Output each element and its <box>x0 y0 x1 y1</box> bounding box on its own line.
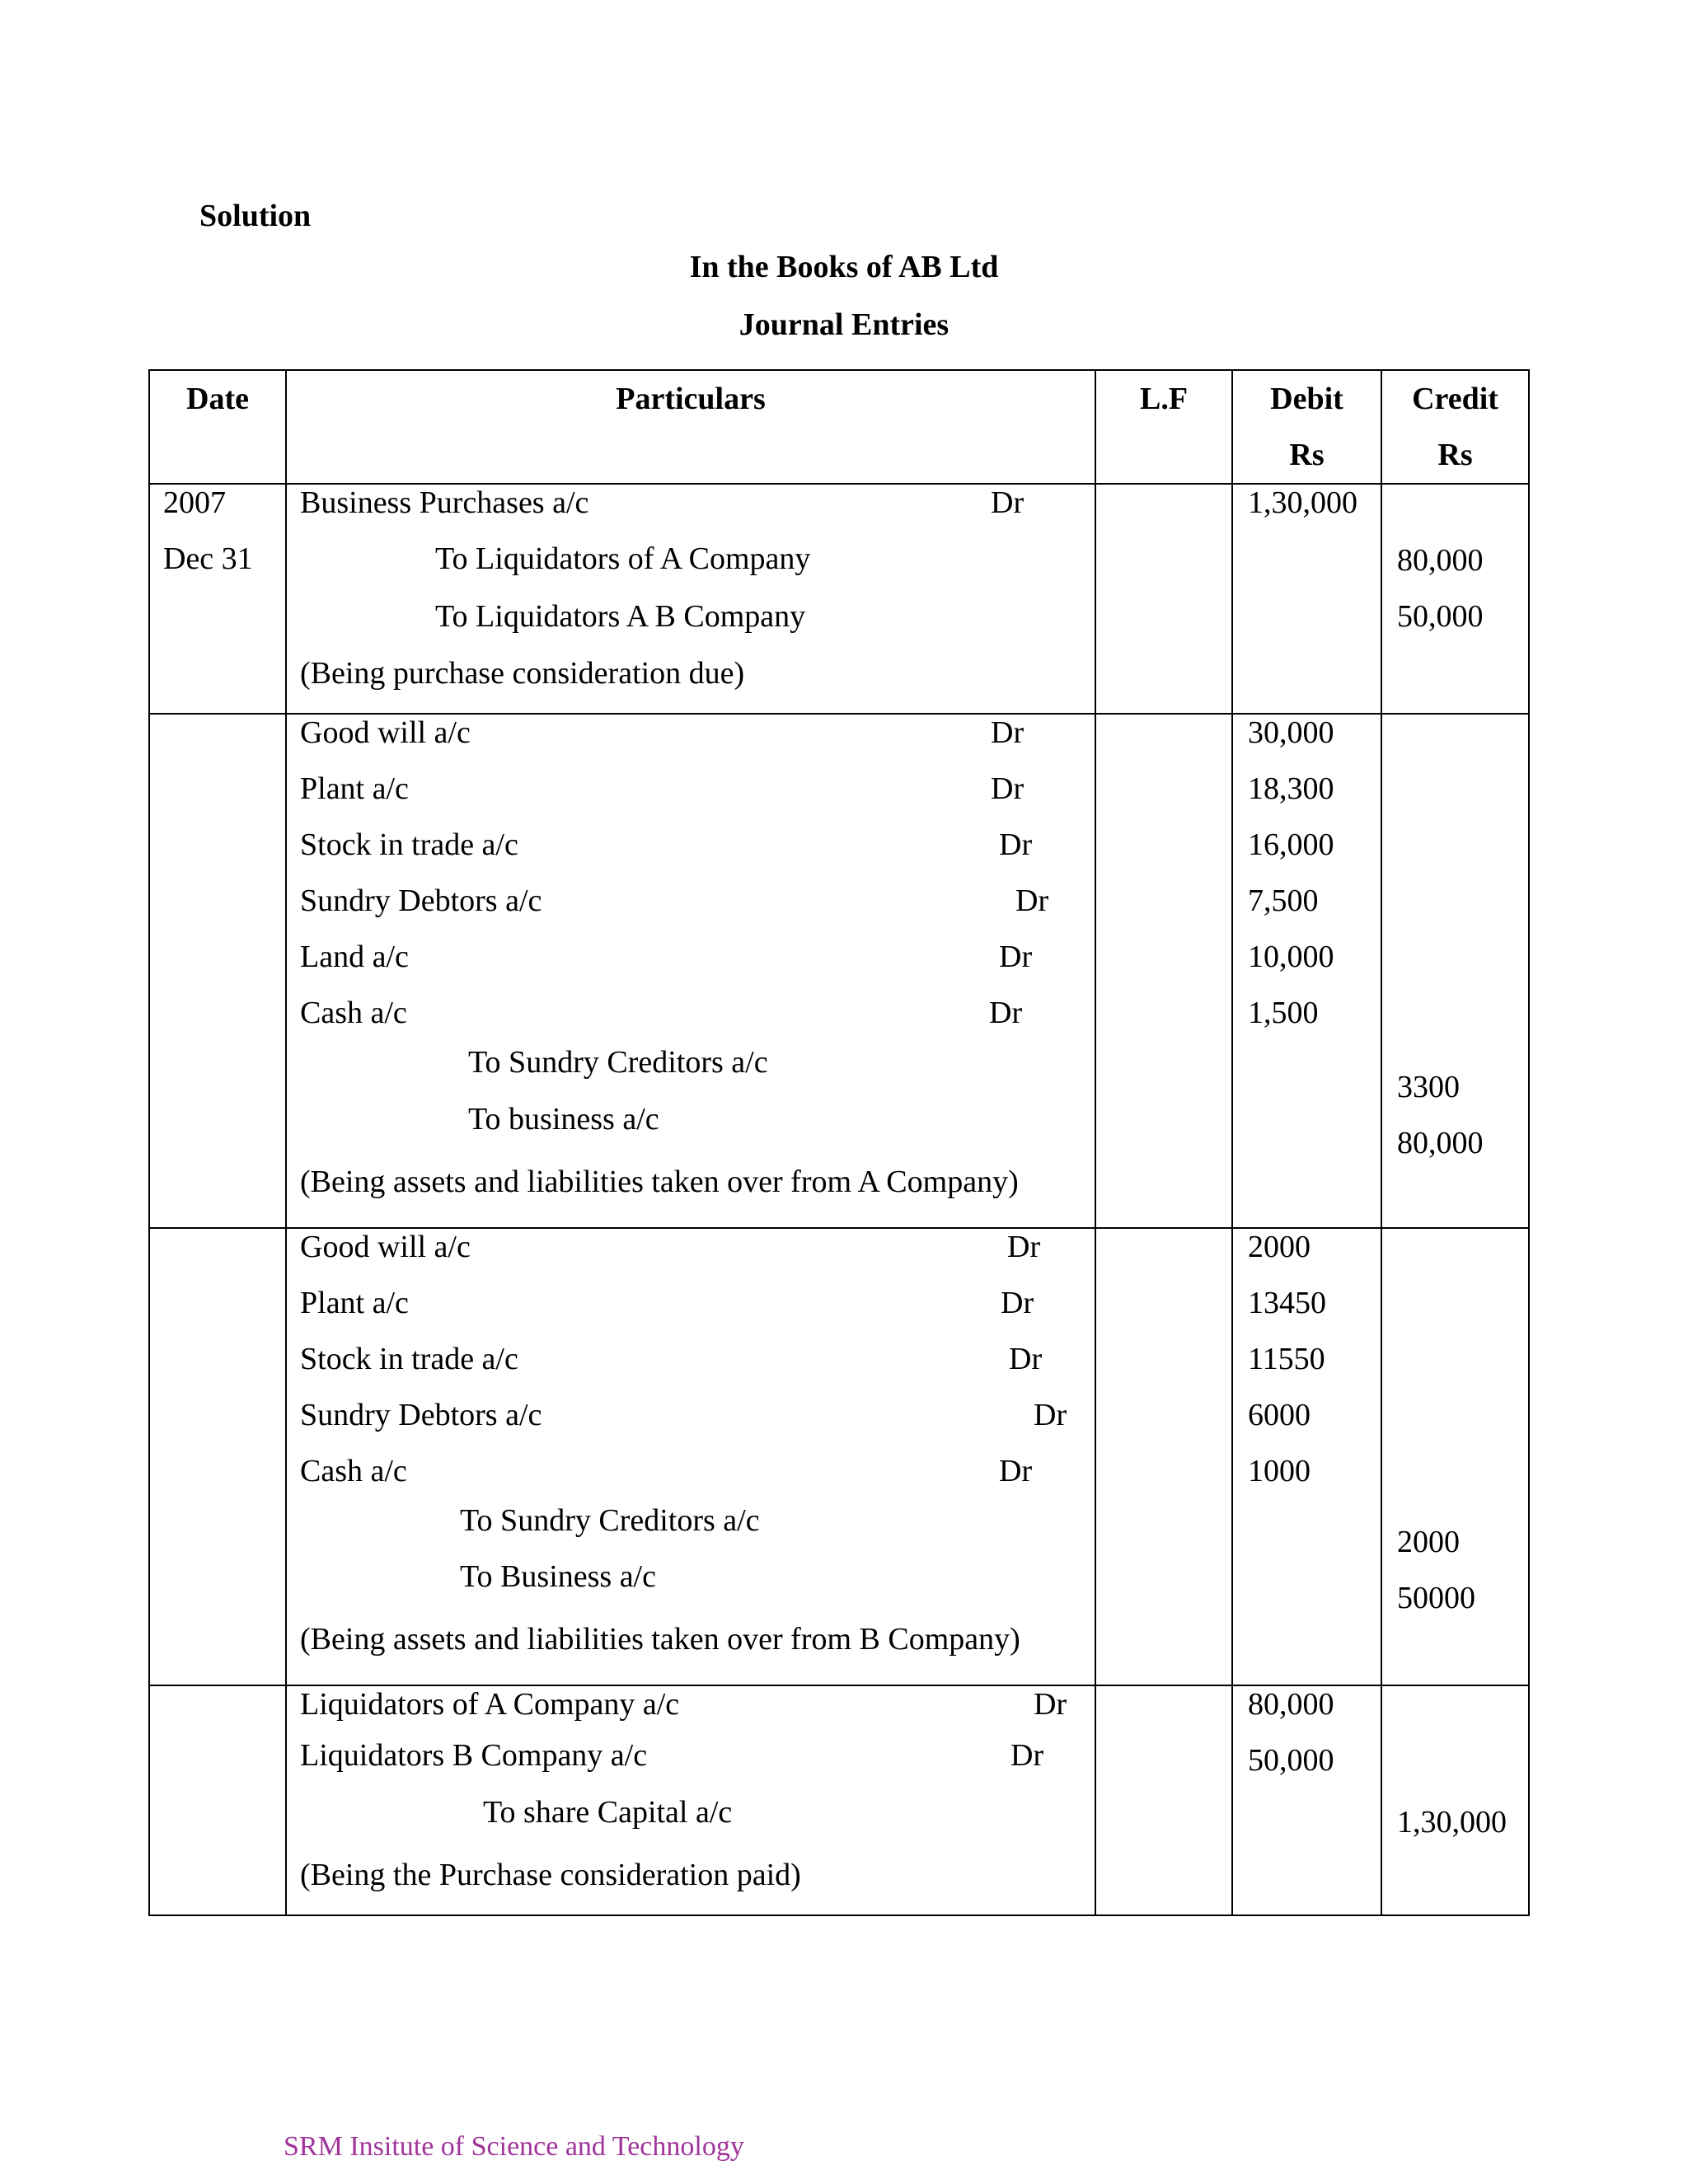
debit-account: Cash a/c <box>300 1454 407 1488</box>
entry-credit-cell <box>1381 484 1529 714</box>
debit-account: Liquidators of A Company a/c <box>300 1687 680 1722</box>
debit-account: Stock in trade a/c <box>300 827 518 862</box>
narration: (Being assets and liabilities taken over from A Company) <box>300 1165 1019 1199</box>
dr-marker: Dr <box>1007 1230 1041 1264</box>
debit-amount: 7,500 <box>1248 883 1319 918</box>
debit-amount: 1000 <box>1248 1454 1311 1488</box>
credit-account: To Liquidators of A Company <box>435 541 811 576</box>
entry-particulars-cell <box>286 1685 1095 1915</box>
journal-entry-3 <box>149 1228 1529 1685</box>
book-title: In the Books of AB Ltd <box>689 250 999 284</box>
dr-marker: Dr <box>999 940 1033 974</box>
debit-amount: 30,000 <box>1248 715 1334 750</box>
dr-marker: Dr <box>991 771 1025 806</box>
entry-credit-cell <box>1381 1228 1529 1685</box>
dr-marker: Dr <box>1001 1286 1034 1320</box>
entry-credit-cell <box>1381 1685 1529 1915</box>
debit-account: Plant a/c <box>300 771 409 806</box>
dr-marker: Dr <box>1015 883 1049 918</box>
credit-amount: 3300 <box>1397 1070 1460 1104</box>
entry-lf-cell <box>1095 714 1232 1228</box>
debit-amount: 10,000 <box>1248 940 1334 974</box>
entry-particulars-cell <box>286 1228 1095 1685</box>
credit-amount: 1,30,000 <box>1397 1805 1507 1840</box>
entry-credit-cell <box>1381 714 1529 1228</box>
credit-account: To Sundry Creditors a/c <box>460 1503 760 1538</box>
debit-account: Business Purchases a/c <box>300 485 589 520</box>
dr-marker: Dr <box>999 827 1033 862</box>
credit-amount: 50000 <box>1397 1581 1475 1615</box>
debit-account: Stock in trade a/c <box>300 1342 518 1376</box>
debit-account: Sundry Debtors a/c <box>300 1398 542 1432</box>
dr-marker: Dr <box>991 715 1025 750</box>
credit-account: To Business a/c <box>460 1559 656 1594</box>
journal-table <box>148 369 1530 1916</box>
dr-marker: Dr <box>1009 1342 1043 1376</box>
debit-account: Plant a/c <box>300 1286 409 1320</box>
credit-account: To business a/c <box>468 1102 659 1137</box>
journal-entry-1 <box>149 484 1529 714</box>
debit-account: Liquidators B Company a/c <box>300 1738 648 1773</box>
dr-marker: Dr <box>991 485 1025 520</box>
narration: (Being assets and liabilities taken over from B Company) <box>300 1622 1020 1657</box>
debit-amount: 13450 <box>1248 1286 1326 1320</box>
dr-marker: Dr <box>1034 1398 1067 1432</box>
debit-amount: 11550 <box>1248 1342 1325 1376</box>
entry-debit-cell <box>1232 714 1381 1228</box>
credit-amount: 80,000 <box>1397 1126 1484 1160</box>
header-credit: Credit Rs <box>1381 370 1529 484</box>
entry-lf-cell <box>1095 484 1232 714</box>
debit-amount: 6000 <box>1248 1398 1311 1432</box>
credit-account: To share Capital a/c <box>483 1795 733 1830</box>
debit-account: Cash a/c <box>300 996 407 1030</box>
debit-account: Good will a/c <box>300 715 471 750</box>
entry-date-cell <box>149 484 286 714</box>
debit-account: Land a/c <box>300 940 409 974</box>
entry-debit-cell <box>1232 1228 1381 1685</box>
credit-amount: 50,000 <box>1397 599 1484 634</box>
entry-date-cell <box>149 1685 286 1915</box>
debit-amount: 50,000 <box>1248 1743 1334 1778</box>
footer-institution: SRM Insitute of Science and Technology <box>284 2131 744 2162</box>
entry-date-day: Dec 31 <box>163 541 253 576</box>
debit-account: Sundry Debtors a/c <box>300 883 542 918</box>
credit-account: To Sundry Creditors a/c <box>468 1045 768 1080</box>
narration: (Being the Purchase consideration paid) <box>300 1858 801 1892</box>
header-debit: Debit Rs <box>1232 370 1381 484</box>
dr-marker: Dr <box>1010 1738 1044 1773</box>
entry-date-year: 2007 <box>163 485 226 520</box>
entry-particulars-cell <box>286 484 1095 714</box>
debit-account: Good will a/c <box>300 1230 471 1264</box>
credit-amount: 80,000 <box>1397 543 1484 578</box>
header-date: Date <box>149 370 286 484</box>
journal-title: Journal Entries <box>738 307 950 342</box>
entry-lf-cell <box>1095 1685 1232 1915</box>
journal-entry-4 <box>149 1685 1529 1915</box>
entry-debit-cell <box>1232 1685 1381 1915</box>
table-header-row <box>149 370 1529 484</box>
header-particulars: Particulars <box>286 370 1095 484</box>
debit-amount: 18,300 <box>1248 771 1334 806</box>
entry-date-cell <box>149 1228 286 1685</box>
debit-amount: 2000 <box>1248 1230 1311 1264</box>
credit-account: To Liquidators A B Company <box>435 599 806 634</box>
debit-amount: 80,000 <box>1248 1687 1334 1722</box>
entry-date-cell <box>149 714 286 1228</box>
dr-marker: Dr <box>999 1454 1033 1488</box>
debit-amount: 1,500 <box>1248 996 1319 1030</box>
header-lf: L.F <box>1095 370 1232 484</box>
debit-amount: 1,30,000 <box>1248 485 1357 520</box>
debit-amount: 16,000 <box>1248 827 1334 862</box>
dr-marker: Dr <box>1034 1687 1067 1722</box>
solution-heading: Solution <box>199 199 312 233</box>
entry-particulars-cell <box>286 714 1095 1228</box>
dr-marker: Dr <box>989 996 1023 1030</box>
credit-amount: 2000 <box>1397 1525 1460 1559</box>
entry-debit-cell <box>1232 484 1381 714</box>
journal-entry-2 <box>149 714 1529 1228</box>
narration: (Being purchase consideration due) <box>300 656 745 691</box>
entry-lf-cell <box>1095 1228 1232 1685</box>
